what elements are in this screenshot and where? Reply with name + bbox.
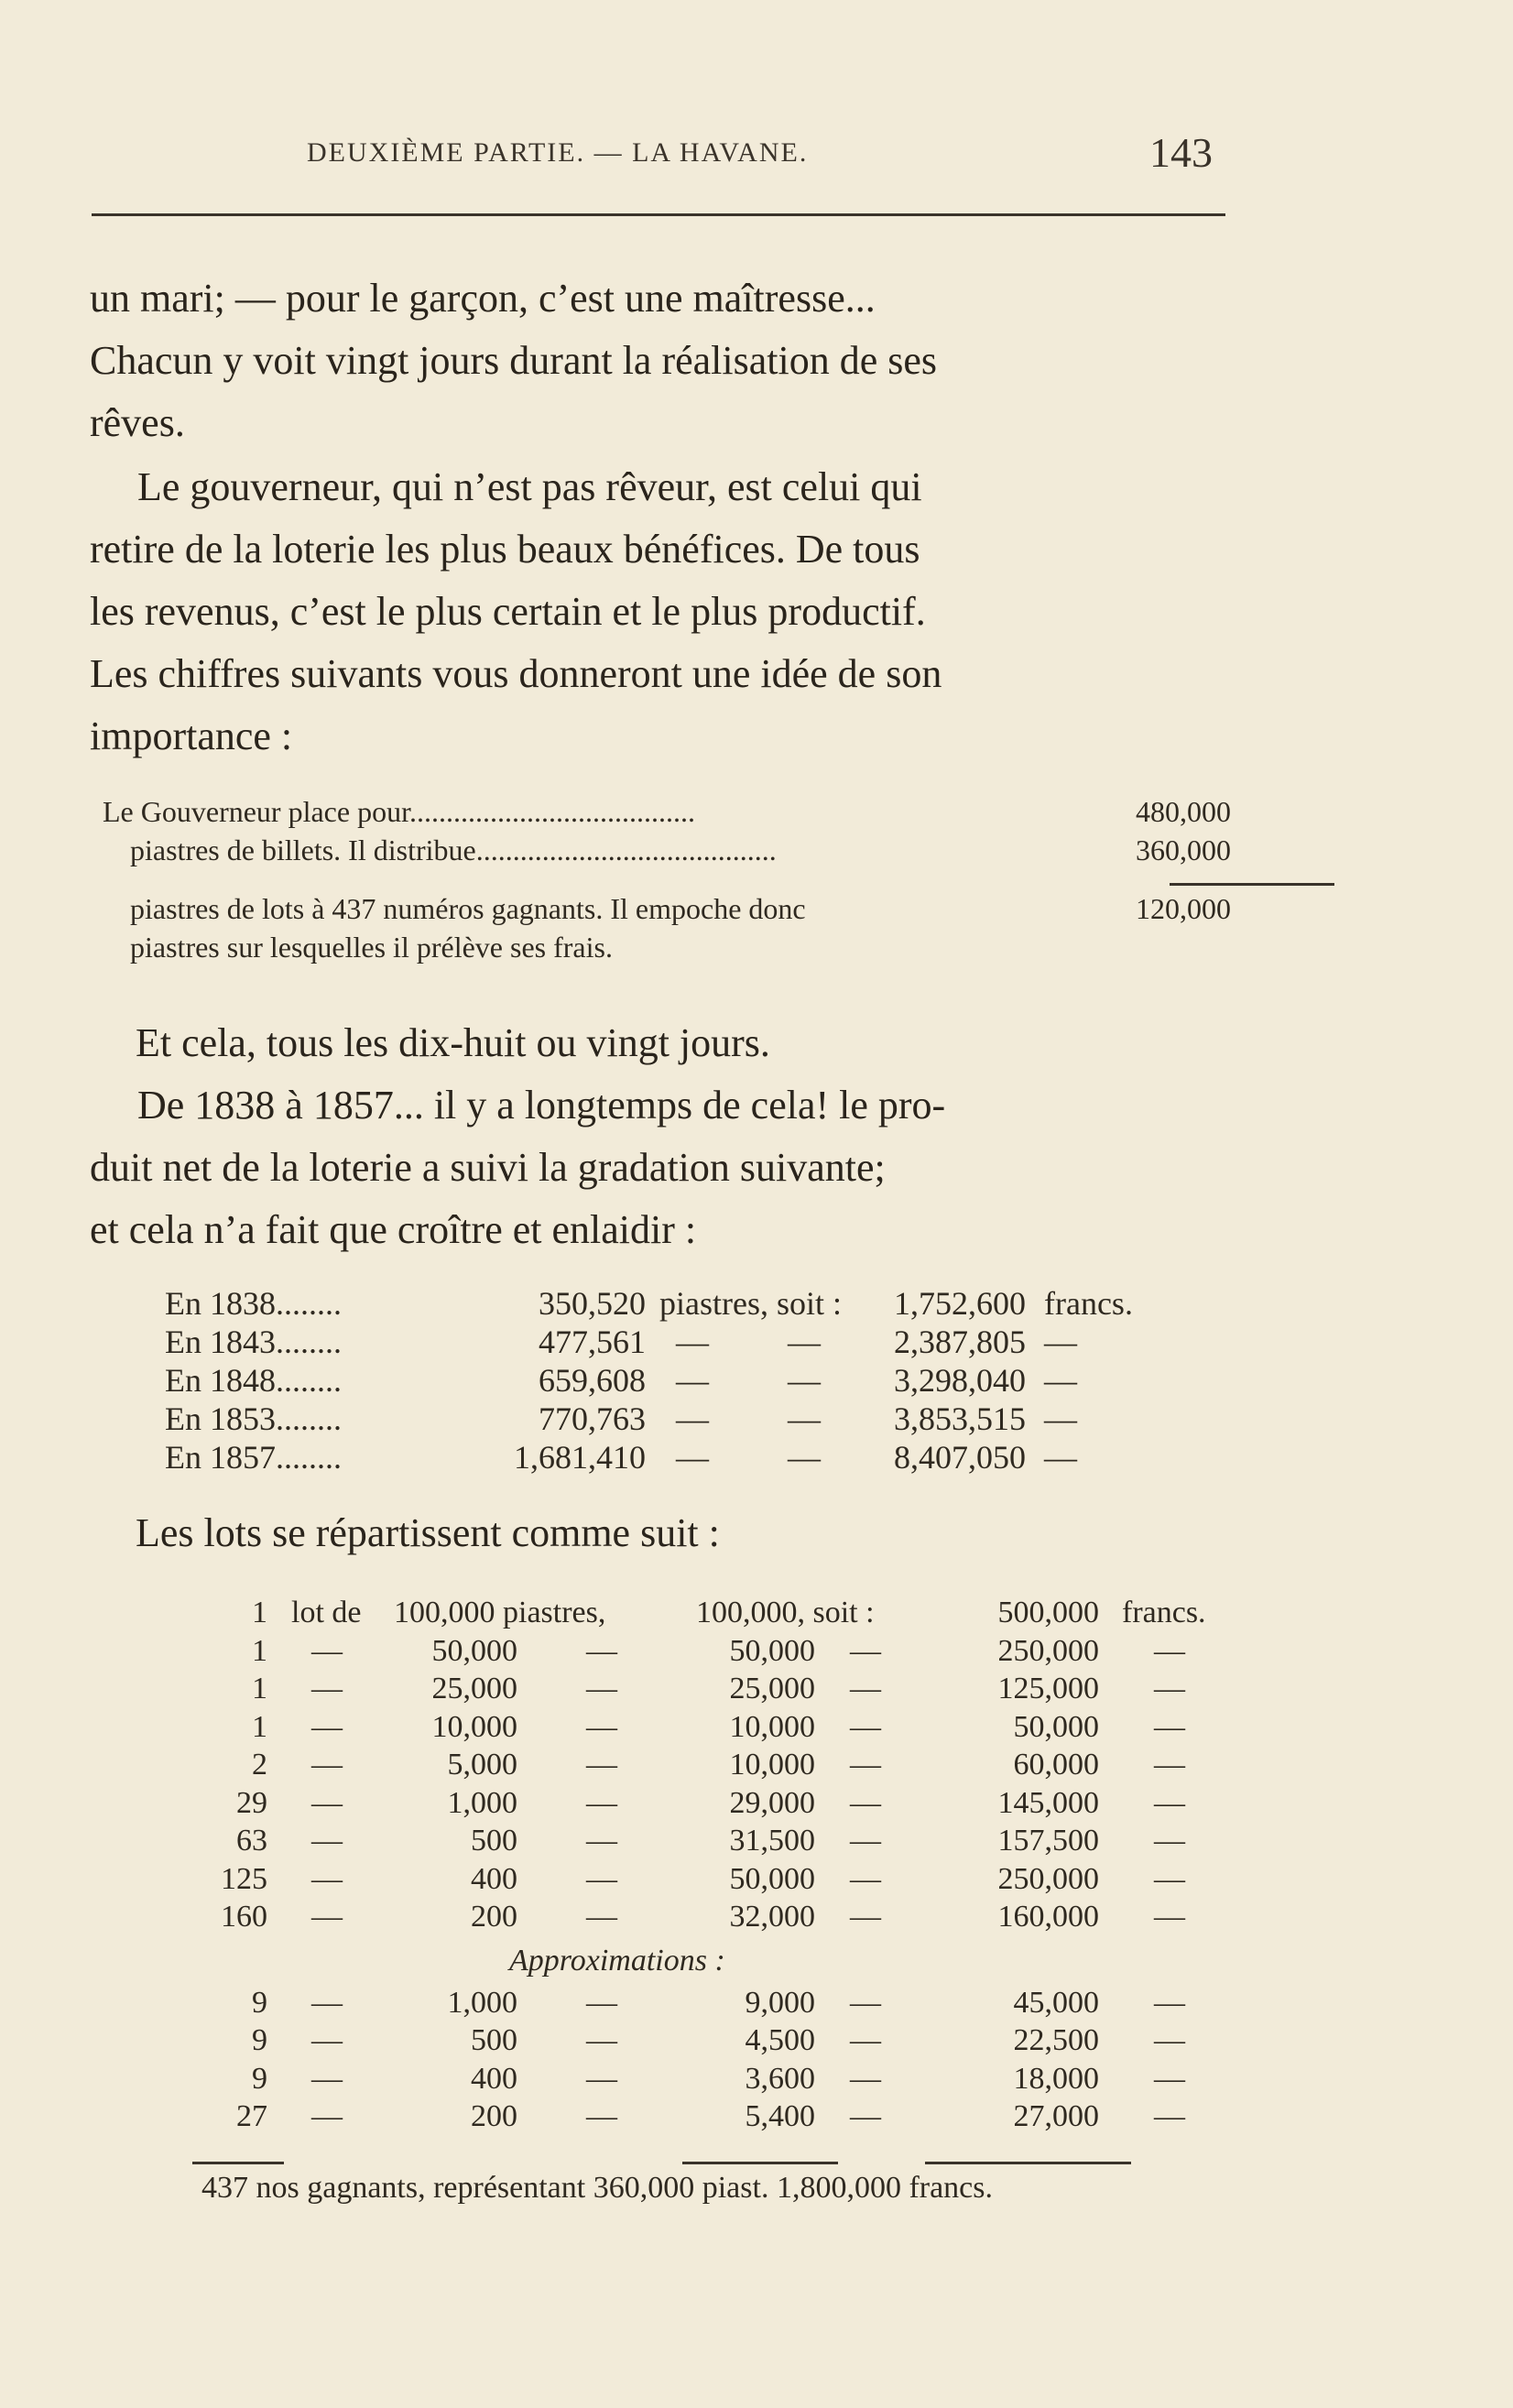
text-line: rêves. (90, 400, 185, 445)
ditto-dash: — (311, 1861, 343, 1896)
prize-francs: 125,000 (997, 1672, 1099, 1705)
ditto-dash: — (311, 1785, 343, 1820)
prize-subtotal: 10,000 (729, 1709, 815, 1744)
text-line: importance : (90, 714, 293, 758)
text-line: retire de la loterie les plus beaux bénéfices. De tous (90, 527, 920, 572)
approx-rows (220, 1986, 1264, 2138)
ditto-dash: — (676, 1400, 709, 1437)
prize-francs: 160,000 (997, 1900, 1099, 1934)
page-number: 143 (1149, 129, 1213, 176)
prize-count: 1 (252, 1633, 267, 1668)
lottery-amount: 480,000 (1136, 795, 1231, 828)
products-francs: 2,387,805 (894, 1324, 1026, 1360)
ditto-dash: — (676, 1439, 709, 1476)
products-row (165, 1284, 1172, 1323)
prize-francs: 500,000 (997, 1596, 1099, 1629)
header-rule (92, 213, 1225, 216)
paragraph-2 (90, 456, 1227, 768)
prize-francs: 22,500 (1013, 2023, 1099, 2057)
products-francs: 3,853,515 (894, 1400, 1026, 1437)
ditto-dash: — (311, 2023, 343, 2057)
prizes-row (220, 1824, 1264, 1862)
prize-value: 1,000 (447, 1985, 517, 2020)
ditto-dash: — (788, 1324, 821, 1360)
prize-count: 9 (252, 1985, 267, 2020)
text-line: et cela n’a fait que croître et enlaidir : (90, 1207, 697, 1252)
prizes-row (220, 1710, 1264, 1749)
prizes-row (220, 1634, 1264, 1673)
prize-value: 400 (471, 2061, 517, 2096)
products-piastres: 659,608 (539, 1362, 646, 1399)
ditto-dash: — (1044, 1439, 1077, 1476)
ditto-dash: — (586, 1824, 617, 1858)
lottery-label: Le Gouverneur place pour....................................... (103, 795, 695, 828)
products-francs: 1,752,600 (894, 1285, 1026, 1322)
ditto-dash: — (311, 1709, 343, 1744)
ditto-dash: — (311, 1748, 343, 1781)
products-row (165, 1323, 1172, 1361)
ditto-dash: — (850, 2061, 881, 2096)
paragraph-5 (136, 1502, 1273, 1564)
prize-subtotal: 50,000 (729, 1861, 815, 1896)
text-line: Les lots se répartissent comme suit : (136, 1510, 720, 1555)
ditto-dash: — (676, 1324, 709, 1360)
prizes-row (220, 1786, 1264, 1825)
prize-value: 500 (471, 2023, 517, 2057)
ditto-dash: — (586, 2061, 617, 2096)
ditto-dash: — (1154, 1785, 1185, 1820)
prize-tail: francs. (1122, 1596, 1206, 1629)
approximations-caption (220, 1938, 1264, 1986)
prizes-row (220, 1748, 1264, 1786)
ditto-dash: — (850, 1785, 881, 1820)
ditto-dash: — (850, 1900, 881, 1934)
prize-francs: 27,000 (1013, 2099, 1099, 2133)
ditto-dash: — (311, 1672, 343, 1705)
prizes-row (220, 1672, 1264, 1710)
prize-count: 29 (236, 1785, 267, 1820)
sum-rule (192, 2162, 284, 2164)
ditto-dash: — (1154, 1985, 1185, 2020)
prizes-row (220, 2062, 1264, 2100)
lottery-row (103, 834, 1238, 872)
prizes-table (220, 1596, 1264, 2138)
products-piastres: 477,561 (539, 1324, 646, 1360)
text-line: Et cela, tous les dix-huit ou vingt jours. (136, 1020, 770, 1065)
ditto-dash: — (311, 2099, 343, 2133)
prize-francs: 145,000 (997, 1785, 1099, 1820)
prizes-row (220, 1986, 1264, 2024)
text-line: Les chiffres suivants vous donneront une idée de son (90, 651, 942, 696)
ditto-dash: — (311, 2061, 343, 2096)
prize-lot-word: lot de (291, 1596, 362, 1629)
prize-subtotal: 29,000 (729, 1785, 815, 1820)
ditto-dash: — (1154, 2061, 1185, 2096)
ditto-dash: — (311, 1824, 343, 1858)
prize-francs: 45,000 (1013, 1985, 1099, 2020)
prize-value: 100,000 piastres, (394, 1596, 606, 1629)
prize-francs: 18,000 (1013, 2061, 1099, 2096)
paragraph-1 (90, 267, 1227, 454)
ditto-dash: — (1154, 1748, 1185, 1781)
prizes-row (220, 2099, 1264, 2138)
ditto-dash: — (586, 2099, 617, 2133)
subtotal-rule (1170, 883, 1334, 886)
prize-subtotal: 10,000 (729, 1748, 815, 1781)
lottery-label: piastres de billets. Il distribue......................................... (130, 834, 777, 866)
prize-value: 25,000 (431, 1672, 517, 1705)
ditto-dash: — (850, 2099, 881, 2133)
prize-count: 1 (252, 1672, 267, 1705)
prize-subtotal: 50,000 (729, 1633, 815, 1668)
prizes-row (220, 2023, 1264, 2062)
ditto-dash: — (311, 1985, 343, 2020)
products-year: En 1857........ (165, 1439, 342, 1476)
prize-subtotal: 3,600 (745, 2061, 815, 2096)
lottery-label: piastres sur lesquelles il prélève ses frais. (130, 931, 613, 964)
ditto-dash: — (586, 1861, 617, 1896)
products-table (165, 1284, 1172, 1476)
lottery-row (103, 931, 1238, 969)
text-line: Chacun y voit vingt jours durant la réalisation de ses (90, 338, 938, 383)
sum-rule (925, 2162, 1131, 2164)
ditto-dash: — (1154, 1824, 1185, 1858)
prizes-row (220, 1900, 1264, 1938)
ditto-dash: — (788, 1362, 821, 1399)
text-line: duit net de la loterie a suivi la gradation suivante; (90, 1145, 886, 1190)
prize-value: 200 (471, 2099, 517, 2133)
ditto-dash: — (788, 1400, 821, 1437)
ditto-dash: — (1154, 2099, 1185, 2133)
products-tail: francs. (1044, 1285, 1133, 1322)
products-piastres: 350,520 (539, 1285, 646, 1322)
lottery-label: piastres de lots à 437 numéros gagnants. Il empoche donc (130, 892, 806, 925)
products-year: En 1843........ (165, 1324, 342, 1360)
lottery-amount: 120,000 (1136, 892, 1231, 925)
ditto-dash: — (586, 2023, 617, 2057)
prize-subtotal: 25,000 (729, 1672, 815, 1705)
caption-text: Approximations : (509, 1943, 725, 1978)
prize-francs: 250,000 (997, 1861, 1099, 1896)
ditto-dash: — (311, 1633, 343, 1668)
ditto-dash: — (311, 1900, 343, 1934)
products-piastres: 1,681,410 (514, 1439, 646, 1476)
ditto-dash: — (850, 1748, 881, 1781)
ditto-dash: — (850, 1633, 881, 1668)
ditto-dash: — (676, 1362, 709, 1399)
prize-subtotal: 4,500 (745, 2023, 815, 2057)
ditto-dash: — (788, 1439, 821, 1476)
prizes-row (220, 1596, 1264, 1634)
prize-subtotal: 9,000 (745, 1985, 815, 2020)
prize-count: 125 (221, 1861, 267, 1896)
prize-subtotal: 5,400 (745, 2099, 815, 2133)
paragraph-4 (90, 1074, 1227, 1261)
products-francs: 3,298,040 (894, 1362, 1026, 1399)
prize-rows (220, 1634, 1264, 1938)
lottery-row (103, 795, 1238, 834)
ditto-dash: — (586, 1672, 617, 1705)
paragraph-3 (136, 1012, 1273, 1074)
prize-francs: 50,000 (1013, 1709, 1099, 1744)
prize-count: 2 (252, 1748, 267, 1781)
prize-value: 10,000 (431, 1709, 517, 1744)
prize-subtotal: 100,000, soit : (696, 1596, 875, 1629)
lottery-amount: 360,000 (1136, 834, 1231, 866)
ditto-dash: — (850, 1709, 881, 1744)
prize-value: 50,000 (431, 1633, 517, 1668)
products-row (165, 1400, 1172, 1438)
prize-subtotal: 32,000 (729, 1900, 815, 1934)
ditto-dash: — (1044, 1400, 1077, 1437)
ditto-dash: — (1044, 1362, 1077, 1399)
prize-value: 1,000 (447, 1785, 517, 1820)
ditto-dash: — (586, 1748, 617, 1781)
running-head: DEUXIÈME PARTIE. — LA HAVANE. (307, 137, 809, 168)
prize-value: 500 (471, 1824, 517, 1858)
text-line: Le gouverneur, qui n’est pas rêveur, est celui qui (137, 464, 922, 509)
ditto-dash: — (850, 1672, 881, 1705)
total-line: 437 nos gagnants, représentant 360,000 piast. 1,800,000 francs. (201, 2171, 993, 2205)
ditto-dash: — (850, 1824, 881, 1858)
prize-count: 27 (236, 2099, 267, 2133)
ditto-dash: — (1154, 2023, 1185, 2057)
ditto-dash: — (586, 1785, 617, 1820)
ditto-dash: — (586, 1633, 617, 1668)
ditto-dash: — (850, 1861, 881, 1896)
text-line: un mari; — pour le garçon, c’est une maîtresse... (90, 276, 876, 321)
ditto-dash: — (586, 1900, 617, 1934)
products-year: En 1853........ (165, 1400, 342, 1437)
ditto-dash: — (1154, 1900, 1185, 1934)
prize-count: 9 (252, 2023, 267, 2057)
ditto-dash: — (1154, 1709, 1185, 1744)
ditto-dash: — (850, 2023, 881, 2057)
products-word: piastres, soit : (659, 1285, 842, 1322)
prize-francs: 157,500 (997, 1824, 1099, 1858)
prize-value: 400 (471, 1861, 517, 1896)
products-year: En 1848........ (165, 1362, 342, 1399)
prize-francs: 60,000 (1013, 1748, 1099, 1781)
prize-count: 1 (252, 1709, 267, 1744)
prize-count: 1 (252, 1596, 267, 1629)
ditto-dash: — (1044, 1324, 1077, 1360)
prize-count: 160 (221, 1900, 267, 1934)
prize-subtotal: 31,500 (729, 1824, 815, 1858)
ditto-dash: — (1154, 1633, 1185, 1668)
products-year: En 1838........ (165, 1285, 342, 1322)
products-row (165, 1361, 1172, 1400)
products-piastres: 770,763 (539, 1400, 646, 1437)
ditto-dash: — (850, 1985, 881, 2020)
lottery-row (103, 892, 1238, 931)
prize-count: 63 (236, 1824, 267, 1858)
ditto-dash: — (1154, 1672, 1185, 1705)
products-row (165, 1438, 1172, 1476)
text-line: De 1838 à 1857... il y a longtemps de cela! le pro- (137, 1083, 946, 1128)
ditto-dash: — (586, 1985, 617, 2020)
prize-francs: 250,000 (997, 1633, 1099, 1668)
products-francs: 8,407,050 (894, 1439, 1026, 1476)
prize-count: 9 (252, 2061, 267, 2096)
prizes-row (220, 1862, 1264, 1901)
prize-value: 200 (471, 1900, 517, 1934)
text-line: les revenus, c’est le plus certain et le plus productif. (90, 589, 926, 634)
ditto-dash: — (586, 1709, 617, 1744)
sum-rule (682, 2162, 838, 2164)
prize-value: 5,000 (447, 1748, 517, 1781)
lottery-balance (103, 795, 1238, 969)
ditto-dash: — (1154, 1861, 1185, 1896)
